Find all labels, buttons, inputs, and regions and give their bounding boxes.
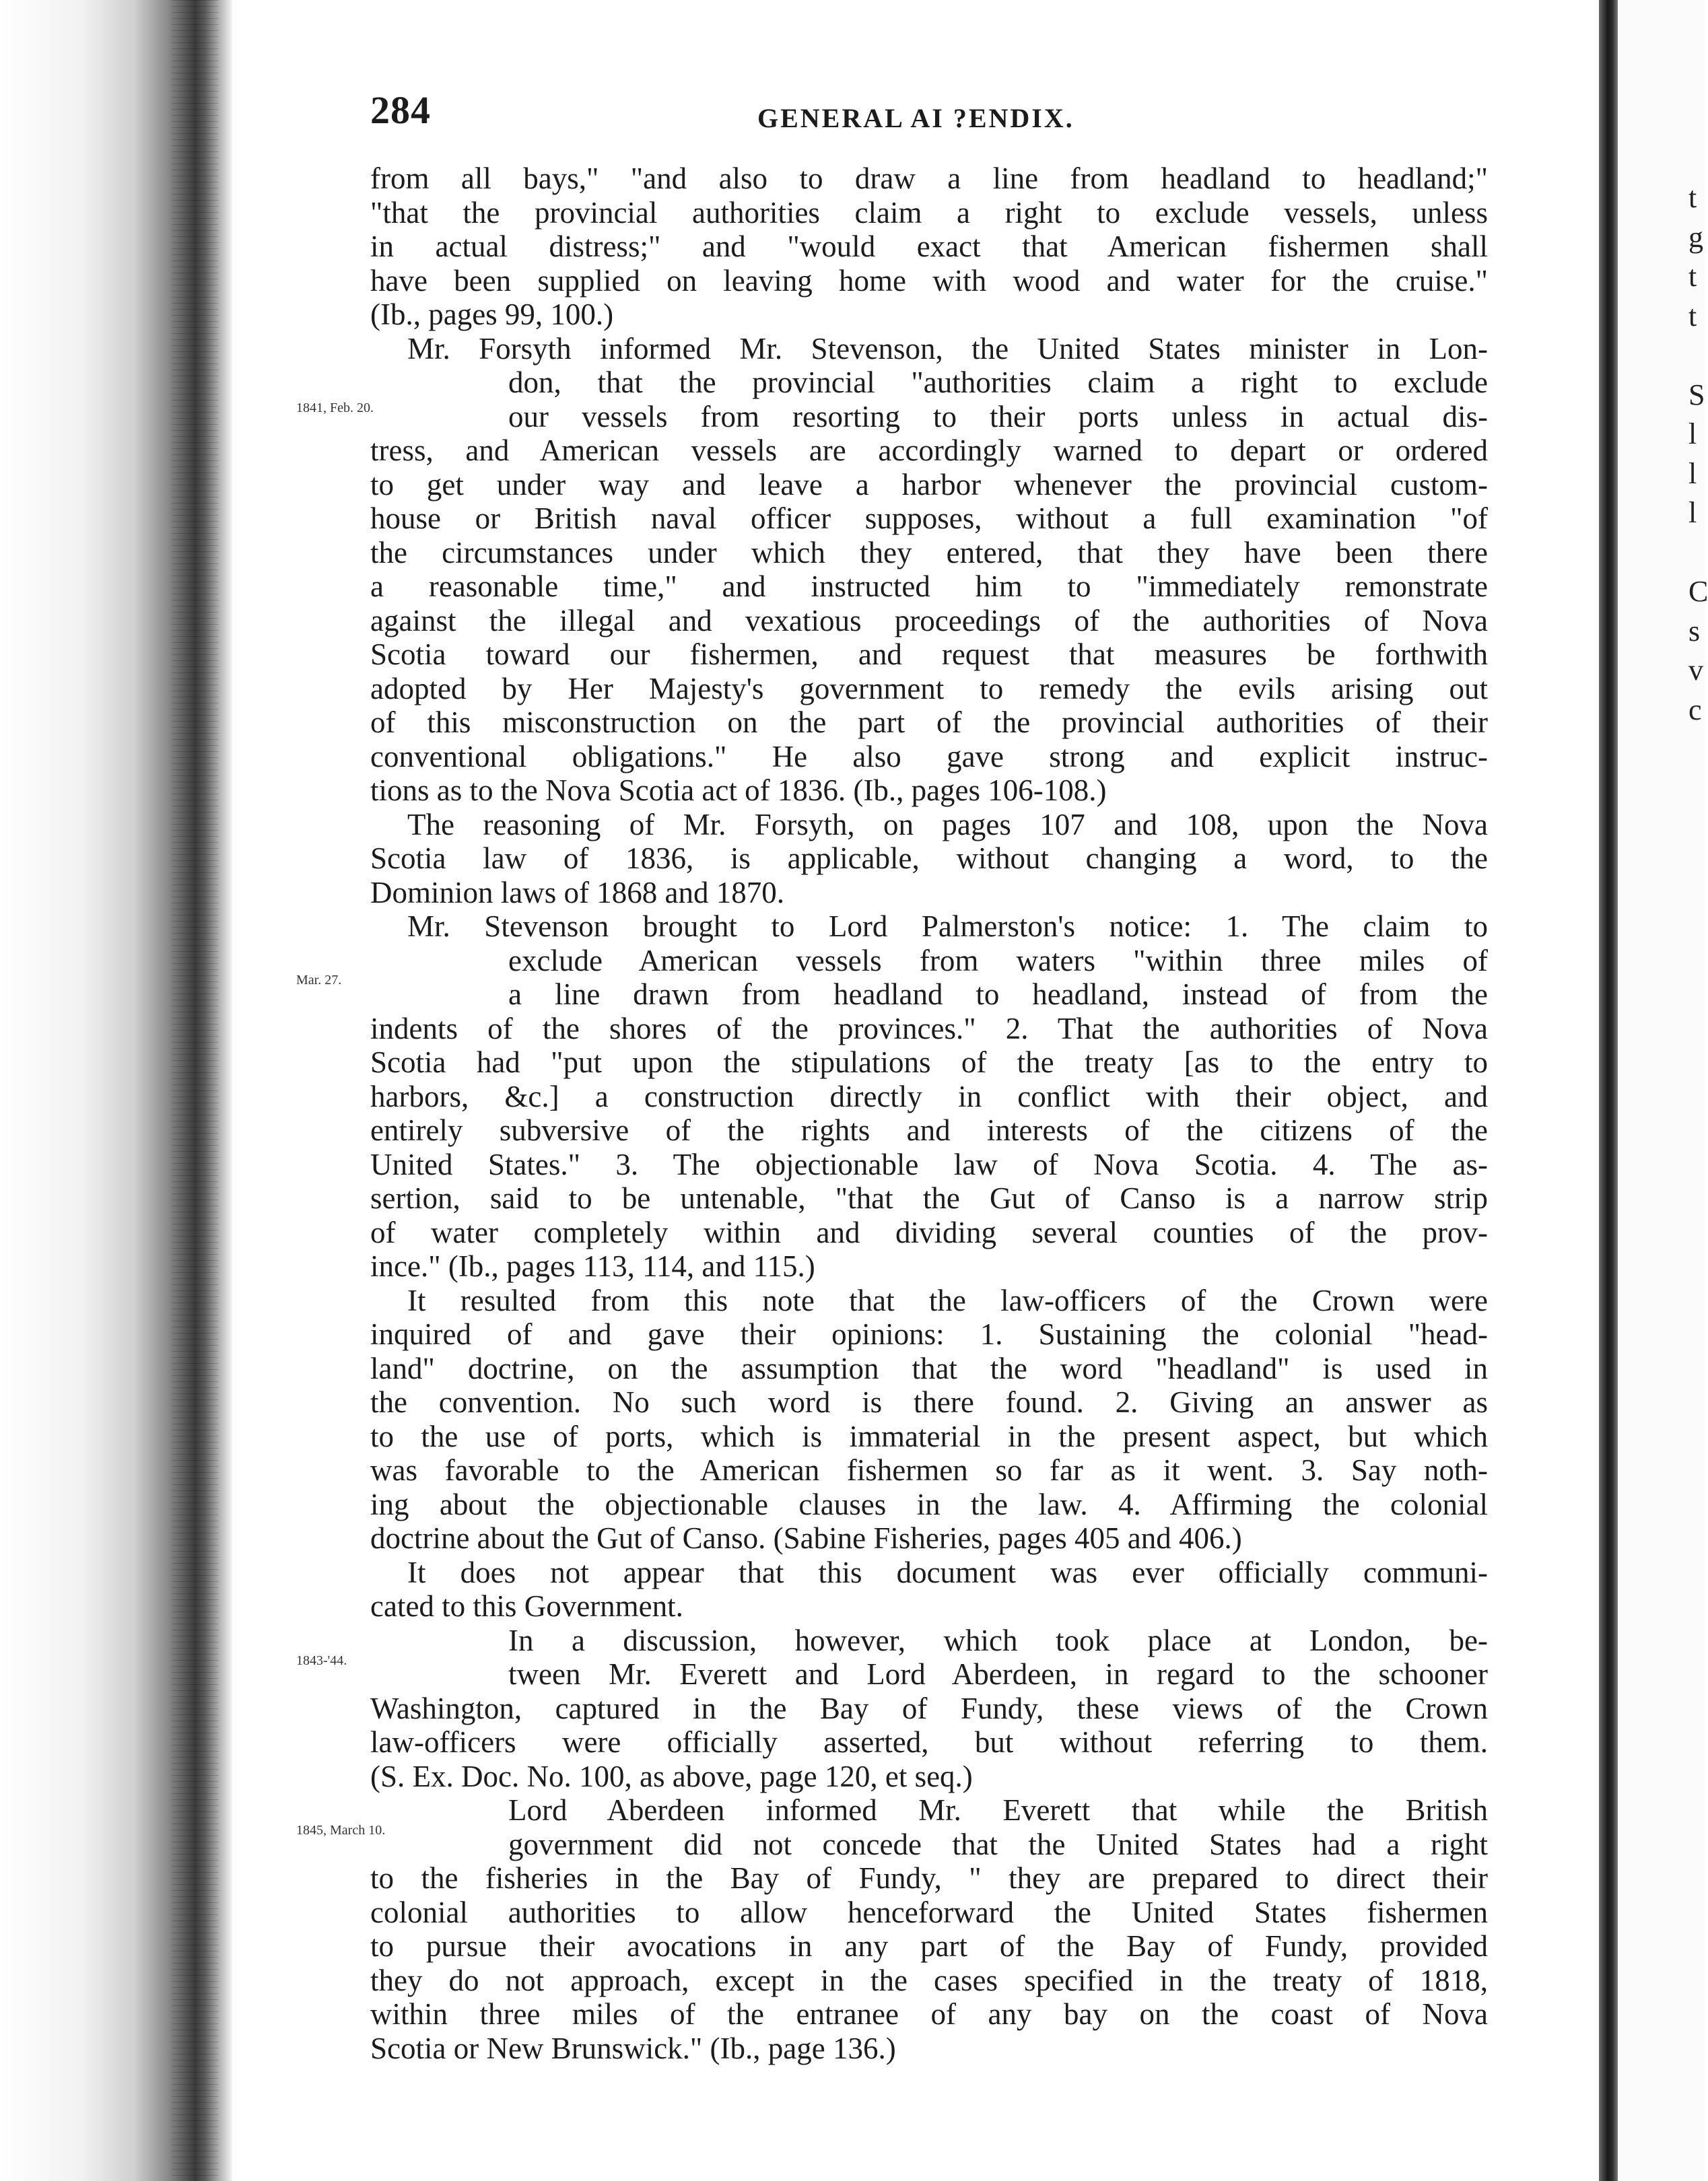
text-line: United States." 3. The objectionable law of Nova Scotia. 4. The as- <box>370 1147 1488 1181</box>
text-line: entirely subversive of the rights and interests of the citizens of the <box>370 1113 1488 1147</box>
text-line: cated to this Government. <box>370 1589 683 1623</box>
text-line: It does not appear that this document was ever officially communi- <box>407 1555 1488 1589</box>
text-line: to the use of ports, which is immaterial in the present aspect, but which <box>370 1419 1488 1453</box>
facing-page-letter: s <box>1688 614 1701 648</box>
text-line: have been supplied on leaving home with wood and water for the cruise." <box>370 263 1488 298</box>
facing-page-letter: C <box>1688 575 1708 608</box>
text-line: conventional obligations." He also gave strong and explicit instruc- <box>370 739 1488 773</box>
margin-note-date: 1843-'44. <box>296 1653 347 1668</box>
paragraph <box>296 331 1488 808</box>
text-line: don, that the provincial "authorities claim a right to exclude <box>508 366 1488 399</box>
text-line: harbors, &c.] a construction directly in conflict with their object, and <box>370 1079 1488 1113</box>
text-line: a line drawn from headland to headland, instead of from the <box>508 977 1488 1011</box>
paragraph <box>296 909 1488 1284</box>
text-line: of this misconstruction on the part of the provincial authorities of their <box>370 705 1488 739</box>
facing-page-letter: v <box>1688 654 1703 687</box>
text-line: tress, and American vessels are accordingly warned to depart or ordered <box>370 434 1488 467</box>
facing-page-letter: S <box>1688 378 1705 411</box>
facing-page-letter: t <box>1688 181 1697 214</box>
text-line: land" doctrine, on the assumption that the word "headland" is used in <box>370 1351 1488 1385</box>
text-line: law-officers were officially asserted, but without referring to them. <box>370 1725 1488 1759</box>
paragraph <box>370 1284 1488 1556</box>
facing-page-letter: l <box>1688 456 1697 490</box>
text-line: Mr. Stevenson brought to Lord Palmerston's notice: 1. The claim to <box>407 909 1488 943</box>
text-line: house or British naval officer supposes, without a full examination "of <box>370 501 1488 535</box>
paragraph <box>370 1556 1488 1624</box>
page-header <box>370 88 1488 162</box>
text-line: our vessels from resorting to their ports unless in actual dis- <box>508 399 1488 434</box>
text-line: they do not approach, except in the cases specified in the treaty of 1818, <box>370 1963 1488 1997</box>
text-line: exclude American vessels from waters "within three miles of <box>508 943 1488 977</box>
text-line: in actual distress;" and "would exact that American fishermen shall <box>370 230 1488 263</box>
text-line: It resulted from this note that the law-officers of the Crown were <box>407 1283 1488 1317</box>
text-line: Dominion laws of 1868 and 1870. <box>370 875 784 909</box>
text-line: the circumstances under which they entered, that they have been there <box>370 535 1488 569</box>
margin-note-date: Mar. 27. <box>296 973 342 988</box>
text-line: Mr. Forsyth informed Mr. Stevenson, the United States minister in Lon- <box>407 331 1488 366</box>
facing-page-letters <box>1688 178 1708 730</box>
text-line: Washington, captured in the Bay of Fundy, these views of the Crown <box>370 1691 1488 1725</box>
text-line: against the illegal and vexatious proceedings of the authorities of Nova <box>370 603 1488 637</box>
text-line: In a discussion, however, which took place at London, be- <box>508 1623 1488 1657</box>
text-line: to pursue their avocations in any part of the Bay of Fundy, provided <box>370 1929 1488 1963</box>
text-line: sertion, said to be untenable, "that the Gut of Canso is a narrow strip <box>370 1181 1488 1215</box>
body-text <box>296 162 1488 2065</box>
facing-page-letter: l <box>1688 417 1697 450</box>
paragraph <box>370 808 1488 910</box>
text-line: ince." (Ib., pages 113, 114, and 115.) <box>370 1249 815 1283</box>
text-line: indents of the shores of the provinces." 2. That the authorities of Nova <box>370 1011 1488 1045</box>
text-line: tween Mr. Everett and Lord Aberdeen, in regard to the schooner <box>508 1657 1488 1691</box>
facing-page-letter: t <box>1688 299 1697 333</box>
text-line: tions as to the Nova Scotia act of 1836. (Ib., pages 106-108.) <box>370 773 1107 807</box>
page-gutter-shadow <box>1599 0 1618 2181</box>
facing-page-letter <box>1688 533 1705 573</box>
text-line: a reasonable time," and instructed him to "immediately remonstrate <box>370 569 1488 603</box>
page-number: 284 <box>370 88 431 132</box>
text-line: Scotia or New Brunswick." (Ib., page 136.) <box>370 2031 896 2065</box>
text-line: The reasoning of Mr. Forsyth, on pages 107 and 108, upon the Nova <box>407 807 1488 841</box>
facing-page-letter: t <box>1688 260 1697 293</box>
text-line: Lord Aberdeen informed Mr. Everett that while the British <box>508 1793 1488 1827</box>
text-line: (S. Ex. Doc. No. 100, as above, page 120, et seq.) <box>370 1759 973 1793</box>
document-page <box>296 88 1488 2065</box>
facing-page-letter: g <box>1688 220 1703 254</box>
text-line: of water completely within and dividing several counties of the prov- <box>370 1215 1488 1249</box>
facing-page-letter <box>1688 336 1705 376</box>
paragraph <box>370 162 1488 332</box>
paragraph <box>296 1793 1488 2065</box>
paragraph <box>296 1623 1488 1794</box>
text-line: the convention. No such word is there found. 2. Giving an answer as <box>370 1385 1488 1419</box>
text-line: was favorable to the American fishermen so far as it went. 3. Say noth- <box>370 1453 1488 1487</box>
scan-binding-texture <box>172 0 219 2181</box>
text-line: Scotia toward our fishermen, and request that measures be forthwith <box>370 637 1488 671</box>
text-line: from all bays," "and also to draw a line from headland to headland;" <box>370 162 1488 195</box>
text-line: doctrine about the Gut of Canso. (Sabine Fisheries, pages 405 and 406.) <box>370 1521 1242 1555</box>
facing-page-letter: l <box>1688 496 1697 529</box>
text-line: government did not concede that the United States had a right <box>508 1827 1488 1861</box>
text-line: within three miles of the entranee of any bay on the coast of Nova <box>370 1997 1488 2031</box>
text-line: (Ib., pages 99, 100.) <box>370 298 614 331</box>
text-line: Scotia law of 1836, is applicable, without changing a word, to the <box>370 841 1488 875</box>
text-line: to get under way and leave a harbor whenever the provincial custom- <box>370 467 1488 501</box>
text-line: adopted by Her Majesty's government to remedy the evils arising out <box>370 671 1488 705</box>
text-line: "that the provincial authorities claim a right to exclude vessels, unless <box>370 195 1488 230</box>
text-line: to the fisheries in the Bay of Fundy, " they are prepared to direct their <box>370 1861 1488 1895</box>
text-line: Scotia had "put upon the stipulations of the treaty [as to the entry to <box>370 1045 1488 1079</box>
text-line: colonial authorities to allow henceforward the United States fishermen <box>370 1895 1488 1929</box>
margin-note-date: 1841, Feb. 20. <box>296 400 374 415</box>
text-line: ing about the objectionable clauses in the law. 4. Affirming the colonial <box>370 1487 1488 1521</box>
margin-note-date: 1845, March 10. <box>296 1823 386 1838</box>
text-line: inquired of and gave their opinions: 1. Sustaining the colonial "head- <box>370 1317 1488 1351</box>
running-title: GENERAL AI ?ENDIX. <box>757 103 1074 133</box>
facing-page-letter: c <box>1688 693 1702 726</box>
